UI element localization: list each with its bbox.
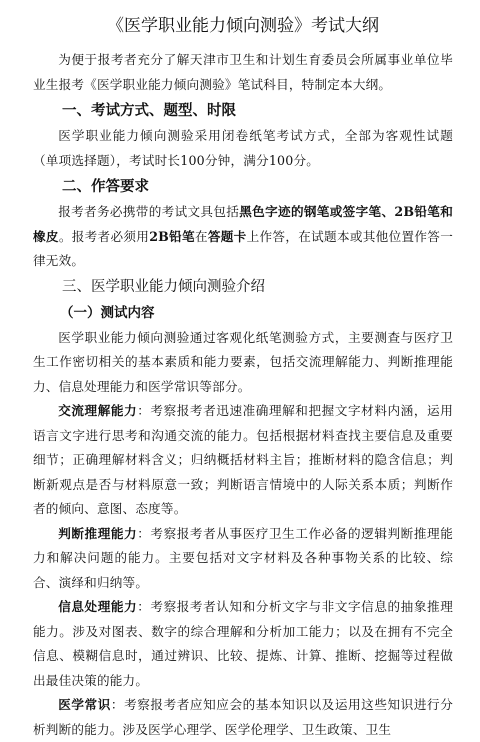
ability3-paragraph	[33, 595, 453, 693]
section2-body	[33, 200, 453, 274]
ability1-body: ：考察报考者迅速准确理解和把握文字材料内涵，运用语言文字进行思考和沟通交流的能力。包括根据材料查找主要信息及重要细节；正确理解材料含义；归纳概括材料主旨；推断材料的隐含信息；判断新观点是否与材料原意一致；判断语言情境中的人际关系本质；判断作者的倾向、意图、态度等。	[33, 403, 453, 516]
section2-heading: 二、作答要求	[62, 178, 149, 195]
ability4-term: 医学常识	[58, 697, 111, 712]
ability4-paragraph	[33, 693, 453, 742]
section2-bold-1: 黑色字迹的钢笔或签字笔、2B铅笔和橡皮	[33, 204, 453, 244]
intro-paragraph: 为便于报考者充分了解天津市卫生和计划生育委员会所属事业单位毕业生报考《医学职业能力倾向测验》笔试科目，特制定本大纲。	[33, 52, 453, 92]
ability3-body: ：考察报考者认知和分析文字与非文字信息的抽象推理能力。涉及对图表、数字的综合理解和分析加工能力；以及在拥有不完全信息、模糊信息时，通过辨识、比较、提炼、计算、推断、挖掘等过程做出最佳决策的能力。	[33, 599, 453, 688]
section2-text-2: 。报考者必须用	[58, 228, 150, 244]
ability2-body: ：考察报考者从事医疗卫生工作必备的逻辑判断推理能力和解决问题的能力。主要包括对文字材料及各种事物关系的比较、综合、演绎和归纳等。	[33, 525, 453, 590]
ability2-term: 判断推理能力	[58, 525, 138, 541]
section1-body: 医学职业能力倾向测验采用闭卷纸笔考试方式，全部为客观性试题（单项选择题），考试时长100分钟，满分100分。	[33, 128, 453, 168]
ability1-term: 交流理解能力	[58, 403, 138, 418]
subsection1-body: 医学职业能力倾向测验通过客观化纸笔测验方式，主要测查与医疗卫生工作密切相关的基本素质和能力要素，包括交流理解能力、判断推理能力、信息处理能力和医学常识等部分。	[33, 329, 453, 394]
section2-bold-2: 2B铅笔	[149, 228, 195, 244]
subsection1-heading: （一）测试内容	[60, 304, 155, 321]
section2-text-3: 在	[194, 228, 208, 244]
section2-text-1: 报考者务必携带的考试文具包括	[58, 204, 240, 219]
ability3-term: 信息处理能力	[58, 599, 138, 614]
document-title: 《医学职业能力倾向测验》考试大纲	[107, 16, 379, 36]
ability4-body: ：考察报考者应知应会的基本知识以及运用这些知识进行分析判断的能力。涉及医学心理学、医学伦理学、卫生政策、卫生	[33, 697, 453, 737]
section3-heading: 三、医学职业能力倾向测验介绍	[62, 278, 265, 295]
section2-text-4: 上作答，在试题本或其他位置作答一律无效。	[33, 228, 454, 268]
section2-bold-3: 答题卡	[207, 228, 247, 244]
ability2-paragraph	[33, 522, 453, 596]
section1-heading: 一、考试方式、题型、时限	[62, 102, 236, 119]
ability1-paragraph	[33, 399, 453, 522]
